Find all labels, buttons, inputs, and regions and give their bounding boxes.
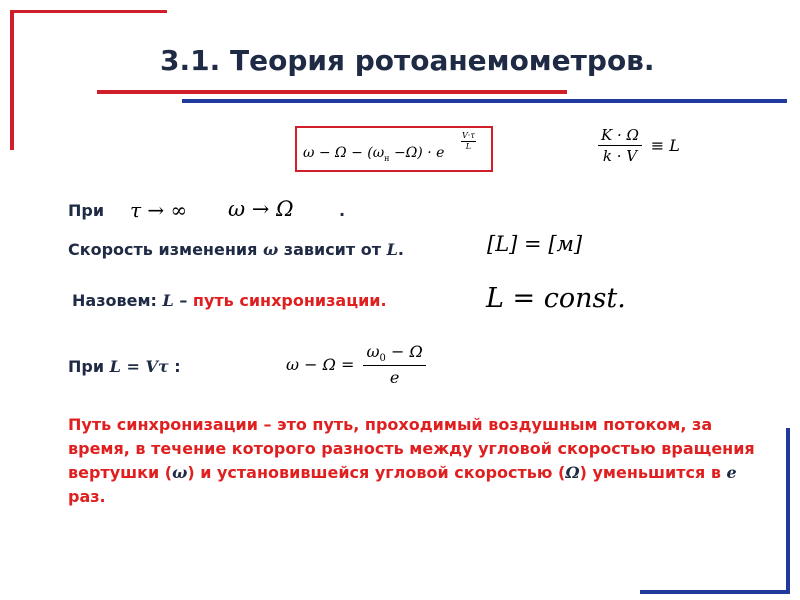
pri2-expr: L = Vτ <box>109 357 169 376</box>
def-p2: ) и установившейся угловой скоростью ( <box>187 463 566 482</box>
def-Omega: Ω <box>565 463 580 482</box>
pri2-end: : <box>174 357 181 376</box>
name-L: L <box>162 291 174 310</box>
def-p3: ) уменьшится в <box>579 463 727 482</box>
units-eq: = <box>524 232 542 256</box>
frame-blue-right <box>786 428 790 594</box>
formula-box-exp-den: L <box>465 142 472 151</box>
fraction-den: e <box>389 368 400 388</box>
page-title: 3.1. Теория ротоанемометров. <box>160 44 655 77</box>
fraction-num-sub: 0 <box>379 353 386 365</box>
fraction-lhs: ω − Ω = <box>286 355 355 375</box>
title-underline-red <box>97 90 567 94</box>
speed-end: . <box>397 240 404 259</box>
formula-box-exp-num: V·τ <box>462 131 475 140</box>
formula-kl-rhs: ≡ L <box>650 136 680 155</box>
def-p4: раз. <box>68 487 106 506</box>
formula-box-expression <box>303 145 444 163</box>
pri-label: При <box>68 201 105 220</box>
definition-paragraph <box>68 413 758 509</box>
units-left: [L] <box>487 232 518 256</box>
pri2-label: При <box>68 357 105 376</box>
formula-kl-num: K · Ω <box>598 126 642 146</box>
name-line <box>72 291 387 310</box>
formula-box-sub: н <box>384 153 390 163</box>
units-formula <box>487 232 582 256</box>
name-red-text: путь синхронизации. <box>192 291 387 310</box>
frame-red-top <box>10 10 167 13</box>
title-underline-blue <box>182 99 787 103</box>
pri-expr-omega: ω → Ω <box>228 197 294 221</box>
formula-box-tail: −Ω) · e <box>389 145 445 161</box>
const-formula: L = const. <box>486 283 626 314</box>
formula-box-main: ω − Ω − (ω <box>303 145 385 161</box>
speed-line <box>68 240 404 259</box>
frame-red-left <box>10 10 14 150</box>
speed-L: L <box>386 240 398 259</box>
formula-box-exponent <box>461 131 476 152</box>
fraction-equation <box>286 342 426 387</box>
fraction-num-a: ω <box>366 342 380 361</box>
speed-text2: зависит от <box>283 240 381 259</box>
speed-omega: ω <box>262 240 279 259</box>
speed-text: Скорость изменения <box>68 240 258 259</box>
formula-kl <box>598 126 680 165</box>
frame-blue-bottom <box>640 590 790 594</box>
def-p1: Путь синхронизации – это путь, проходимый воздушным потоком, за время, в течение которого разность между угловой скоростью вращения вертушки ( <box>68 415 755 482</box>
def-omega: ω <box>172 463 188 482</box>
pri-expr-tau: τ → ∞ <box>130 198 188 222</box>
pri-end: . <box>339 201 346 220</box>
formula-box <box>295 126 493 172</box>
formula-kl-den: k · V <box>602 147 638 165</box>
units-right: [м] <box>548 232 583 256</box>
name-text: Назовем: <box>72 291 157 310</box>
name-dash: – <box>173 291 193 310</box>
pri2-line <box>68 357 181 376</box>
def-e: e <box>726 463 737 482</box>
fraction-num-b: − Ω <box>385 342 423 361</box>
